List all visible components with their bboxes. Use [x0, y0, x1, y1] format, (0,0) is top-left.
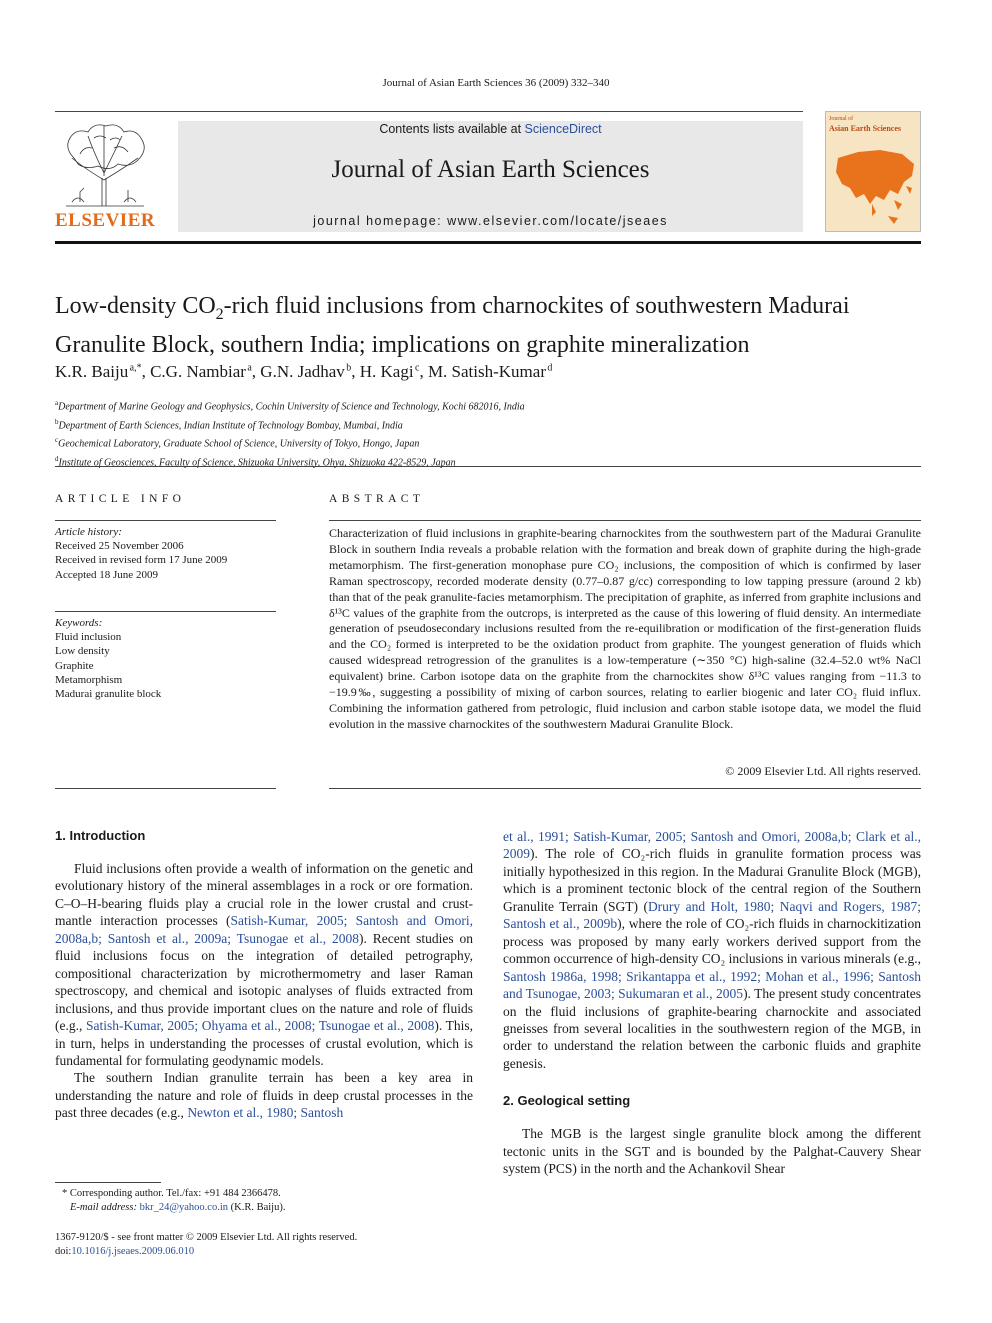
- keywords-block: [55, 616, 276, 701]
- affiliation-key: a: [55, 399, 59, 407]
- author-name[interactable]: M. Satish-Kumar: [427, 362, 546, 381]
- history-item: Received in revised form 17 June 2009: [55, 554, 228, 567]
- section-gap: [503, 1072, 921, 1093]
- author-name[interactable]: G.N. Jadhav: [260, 362, 345, 381]
- title-part2: -rich fluid inclusions from charnockites of southwestern Madurai Granulite Block, southern India; implications on graphite mineralization: [55, 293, 850, 358]
- cover-title: [829, 115, 919, 133]
- affiliation-item: [55, 452, 925, 471]
- email-line: [62, 1201, 482, 1215]
- title-subscript: 2: [215, 305, 224, 323]
- body-column-right: [503, 828, 921, 1178]
- journal-homepage: [178, 214, 803, 228]
- body-paragraph: [503, 828, 921, 1072]
- affiliation-text: Institute of Geosciences, Faculty of Science, Shizuoka University, Ohya, Shizuoka 422-8529, Japan: [58, 457, 456, 469]
- paragraph-text: ). The role of CO₂-rich fluids in granulite formation process was initially hypothesized in this region. In the Madurai Granulite Block (MGB), which is a prominent tectonic block of the central region of the Southern Granulite Terrain (SGT) (: [503, 846, 921, 914]
- affiliation-key: d: [55, 455, 59, 464]
- email-suffix: (K.R. Baiju).: [228, 1202, 286, 1213]
- affiliation-key: b: [55, 417, 59, 426]
- homepage-link[interactable]: www.elsevier.com/locate/jseaes: [447, 214, 668, 228]
- author-affiliation[interactable]: b: [346, 362, 352, 374]
- affiliation-item: [55, 396, 925, 415]
- affiliation-key: c: [55, 436, 59, 445]
- doi-link[interactable]: 10.1016/j.jseaes.2009.06.010: [71, 1246, 195, 1257]
- cover-title-line2: Asian Earth Sciences: [829, 124, 901, 133]
- article-title: [55, 291, 925, 360]
- affiliation-text: Geochemical Laboratory, Graduate School of Science, University of Tokyo, Hongo, Japan: [58, 438, 420, 450]
- issn-line: 1367-9120/$ - see front matter © 2009 Elsevier Ltd. All rights reserved.: [55, 1232, 358, 1243]
- abstract-copyright: © 2009 Elsevier Ltd. All rights reserved.: [725, 764, 921, 778]
- author-name[interactable]: H. Kagi: [359, 362, 414, 381]
- keyword-item: Metamorphism: [55, 673, 123, 686]
- abstract-rule: [329, 788, 921, 789]
- body-paragraph: [55, 860, 473, 1069]
- article-history: [55, 525, 276, 582]
- contents-prefix: Contents lists available at: [379, 122, 525, 136]
- homepage-prefix: journal homepage:: [313, 214, 448, 228]
- author-affiliation[interactable]: a,*: [129, 362, 142, 374]
- author-list: K.R. Baiju $^{a,*}$, C.G. Nambiar $^a$, G.N. Jadhav $^b$, H. Kagi $^c$, M. Satish-Kumar $^d$: [55, 362, 553, 381]
- journal-name: Journal of Asian Earth Sciences: [331, 156, 650, 183]
- affiliation-item: [55, 433, 925, 452]
- citation-link[interactable]: Santosh 1986a, 1998; Srikantappa et al., 1992; Mohan et al., 1996; Santosh and Tsunogae, 2003; Sukumaran et al., 2005: [503, 968, 921, 1002]
- affiliation-text: Department of Marine Geology and Geophysics, Cochin University of Science and Technology, Kochi 682016, India: [58, 401, 525, 413]
- author-affiliation[interactable]: d: [547, 362, 553, 374]
- citation-link[interactable]: et al., 1991; Satish-Kumar, 2005; Santosh and Omori, 2008a,b; Clark et al., 2009: [503, 829, 921, 862]
- author-name[interactable]: K.R. Baiju: [55, 362, 129, 381]
- doi-prefix: doi:: [55, 1246, 72, 1257]
- author-name[interactable]: C.G. Nambiar: [150, 362, 246, 381]
- paragraph-text: The southern Indian granulite terrain has been a key area in understanding the nature and role of fluids in deep crustal processes in the past three decades (e.g.,: [55, 1070, 473, 1121]
- citation-link[interactable]: Satish-Kumar, 2005; Santosh and Omori, 2008a,b; Santosh et al., 2009a; Tsunogae et al., 2008: [55, 913, 473, 946]
- history-item: Accepted 18 June 2009: [55, 568, 158, 581]
- footnote-rule: [55, 1182, 161, 1183]
- doi-line: [55, 1245, 555, 1259]
- paragraph-text: ), where the role of CO₂-rich fluids in charnockitization process was proposed by many early workers derived support from the common occurrence of high-density CO₂ inclusions in various minerals (e.g.,: [503, 916, 921, 967]
- corresponding-author-footnote: [62, 1187, 482, 1215]
- article-info-heading: ARTICLE INFO: [55, 493, 186, 505]
- masthead-thick-rule: [55, 241, 921, 244]
- author-affiliation[interactable]: a: [247, 362, 252, 374]
- abstract-text: Characterization of fluid inclusions in graphite-bearing charnockites from the southwestern part of the Madurai Granulite Block in southern India reveals a probable relation with the formation and break down of graphite during the high-grade metamorphism. The first-generation monophase pure CO₂ inclusions, the composition of which is confirmed by laser Raman spectroscopy, recorded moderate density (0.77–0.87 g/cc) corresponding to low tapping pressure (around 2 kb) than that of the peak granulite-facies metamorphism. The precipitation of graphite, as inferred from graphite inclusions and δ¹³C values of the graphite from the outcrops, is interpreted as the cause of this lowering of fluid density. An intermediate generation of pseudosecondary inclusions resulted from the re-equilibration or modification of the first-generation fluids and the CO₂ formed is interpreted to be the oxidation product from graphite. The youngest generation of fluids which caused widespread retrogression of the granulites is a low-temperature (∼350 °C) high-saline (32.4–52.0 wt% NaCl equivalent) brine. Carbon isotope data on the graphite from the charnockites show δ¹³C values ranging from −11.3 to −19.9‰, suggesting a possibility of mixing of carbon sources, relating to earlier biogenic and later CO₂ fluid influx. Combining the information gathered from petrologic, fluid inclusion and carbon stable isotope data, we model the fluid evolution in the massive charnockites of the southwestern Madurai Granulite Block.: [329, 526, 921, 731]
- citation-link[interactable]: Newton et al., 1980; Santosh: [187, 1105, 344, 1121]
- cover-title-line1: Journal of: [829, 116, 854, 122]
- section-heading-geological-setting: 2. Geological setting: [503, 1093, 631, 1109]
- history-item: Received 25 November 2006: [55, 540, 184, 553]
- body-column-left: [55, 828, 473, 1122]
- author-affiliation[interactable]: c: [414, 362, 420, 374]
- affiliation-item: [55, 415, 925, 434]
- citation-link[interactable]: Satish-Kumar, 2005; Ohyama et al., 2008; Tsunogae et al., 2008: [85, 1018, 435, 1034]
- keywords-label: Keywords:: [55, 617, 103, 629]
- sciencedirect-link[interactable]: ScienceDirect: [524, 122, 602, 136]
- author-email-link[interactable]: bkr_24@yahoo.co.in: [139, 1202, 229, 1213]
- elsevier-wordmark: ELSEVIER: [55, 210, 156, 231]
- keyword-item: Graphite: [55, 659, 94, 672]
- paragraph-text: ). This, in turn, helps in understanding the processes of crustal evolution, which is fundamental for formulating geodynamic models.: [55, 1018, 473, 1068]
- asia-map-icon: [828, 138, 920, 230]
- history-label: Article history:: [55, 526, 122, 538]
- keyword-item: Fluid inclusion: [55, 631, 122, 644]
- affiliation-text: Department of Earth Sciences, Indian Institute of Technology Bombay, Mumbai, India: [58, 420, 403, 432]
- body-paragraph: The MGB is the largest single granulite block among the different tectonic units in the SGT and is bounded by the Palghat-Cauvery Shear system (PCS) in the north and the Achankovil Shear: [503, 1126, 921, 1177]
- keyword-item: Low density: [55, 645, 110, 658]
- corresponding-author-line: * Corresponding author. Tel./fax: +91 484 2366478.: [62, 1188, 281, 1199]
- email-label: E-mail address:: [70, 1202, 140, 1213]
- affiliation-list: [55, 396, 925, 471]
- section-rule: [55, 466, 921, 467]
- section-heading-introduction: 1. Introduction: [55, 828, 146, 843]
- article-info-rule: [55, 788, 276, 789]
- article-info-rule: [55, 611, 276, 612]
- abstract-rule: [329, 520, 921, 521]
- keyword-item: Madurai granulite block: [55, 688, 162, 701]
- article-info-rule: [55, 520, 276, 521]
- abstract-heading: ABSTRACT: [329, 493, 425, 505]
- paragraph-text: Fluid inclusions often provide a wealth of information on the genetic and evolutionary history of the mineral assemblages in a rock or ore formation. C–O–H-bearing fluids play a crucial role in the lower crustal and crust-mantle interaction processes (: [55, 861, 473, 929]
- journal-reference: Journal of Asian Earth Sciences 36 (2009) 332–340: [382, 77, 610, 89]
- title-part1: Low-density CO: [55, 293, 216, 319]
- header-rule: [55, 111, 803, 112]
- contents-availability: [178, 122, 803, 136]
- citation-link[interactable]: Drury and Holt, 1980; Naqvi and Rogers, 1987; Santosh et al., 2009b: [503, 898, 921, 932]
- paragraph-text: ). Recent studies on fluid inclusions focus on the integration of detailed petrography, compositional characterization by microthermometry and laser Raman spectroscopy, and chemical and isotopic analyses of fluids extracted from inclusions, and thus provide important clues on the nature and role of fluids (e.g.,: [55, 930, 473, 1034]
- body-paragraph: [55, 1069, 473, 1121]
- issn-doi-block: [55, 1231, 555, 1259]
- paragraph-text: ). The present study concentrates on the fluid inclusions of graphite-bearing charnockite and associated gneisses from several localities in the southwestern region of the MGB, in order to understand the relation between the carbonic fluids and graphite genesis.: [503, 986, 921, 1071]
